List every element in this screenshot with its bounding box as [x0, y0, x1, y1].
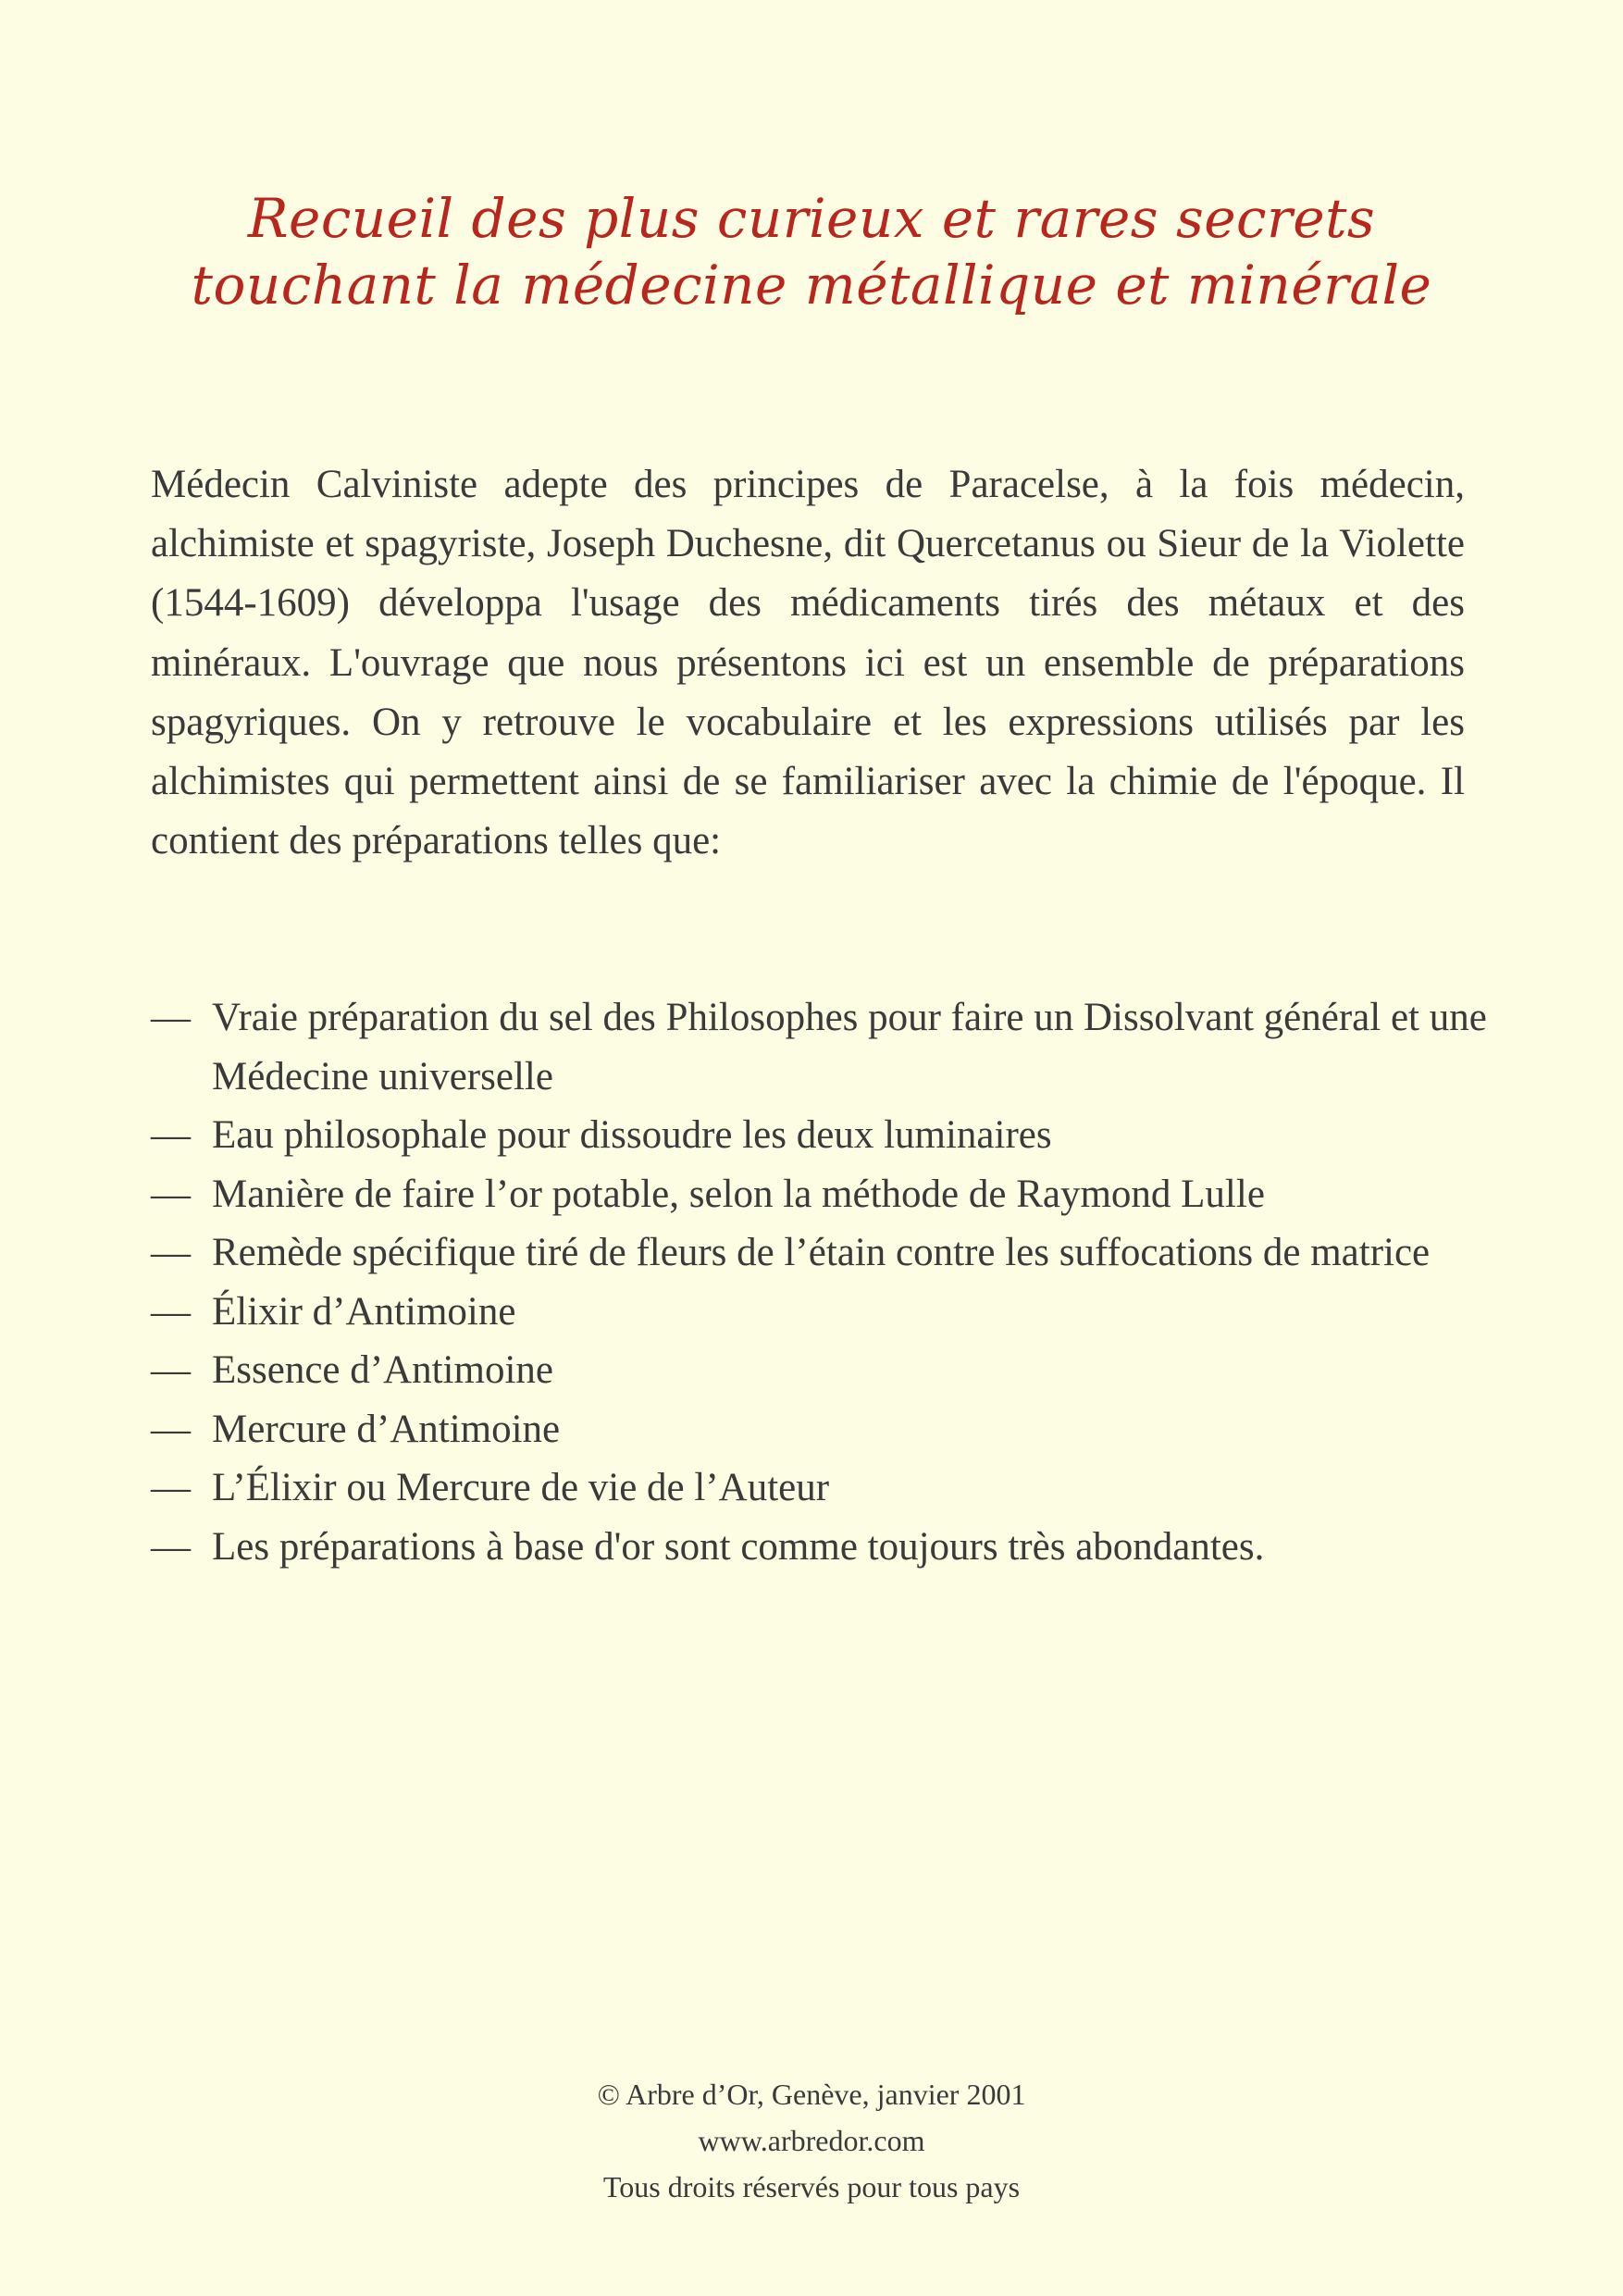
intro-paragraph: Médecin Calviniste adepte des principes de Paracelse, à la fois médecin, alchimiste et spagyriste, Joseph Duchesne, dit Quercetanus ou Sieur de la Violette (1544-1609) développa l'usage des médicaments tirés des métaux et des minéraux. L'ouvrage que nous présentons ici est un ensemble de préparations spagyriques. On y retrouve le vocabulaire et les expressions utilisés par les alchimistes qui permettent ainsi de se familiariser avec la chimie de l'époque. Il contient des préparations telles que: [151, 463, 1465, 863]
list-dash: — [151, 1348, 191, 1392]
colophon [0, 2071, 1623, 2210]
list-item-text: Vraie préparation du sel des Philosophes pour faire un Dissolvant général et une Médecine universelle [212, 996, 1487, 1098]
list-item-text: Élixir d’Antimoine [212, 1289, 516, 1334]
list-dash: — [151, 1524, 191, 1569]
page-title [139, 185, 1484, 318]
list-item-text: Les préparations à base d'or sont comme toujours très abondantes. [212, 1524, 1265, 1569]
list-dash: — [151, 996, 191, 1039]
list-dash: — [151, 1172, 191, 1216]
list-item [151, 1223, 1502, 1283]
title-line-2: touchant la médecine métallique et minérale [191, 254, 1432, 316]
list-dash: — [151, 1289, 191, 1334]
list-dash: — [151, 1407, 191, 1451]
list-item-text: Eau philosophale pour dissoudre les deux luminaires [212, 1113, 1052, 1157]
list-item [151, 1165, 1502, 1224]
list-dash: — [151, 1113, 191, 1157]
list-item [151, 1283, 1502, 1342]
title-line-1: Recueil des plus curieux et rares secrets [247, 187, 1376, 250]
list-item-text: Manière de faire l’or potable, selon la méthode de Raymond Lulle [212, 1172, 1265, 1216]
list-item [151, 1518, 1502, 1577]
list-item [151, 1341, 1502, 1400]
list-item [151, 1458, 1502, 1518]
list-item-text: Essence d’Antimoine [212, 1348, 553, 1392]
list-item [151, 1106, 1502, 1165]
list-dash: — [151, 1231, 191, 1274]
list-dash: — [151, 1466, 191, 1509]
website-link[interactable]: www.arbredor.com [698, 2124, 925, 2157]
list-item-text: Remède spécifique tiré de fleurs de l’étain contre les suffocations de matrice [212, 1231, 1431, 1274]
list-item-text: Mercure d’Antimoine [212, 1407, 561, 1451]
rights-line: Tous droits réservés pour tous pays [602, 2170, 1021, 2203]
list-item-text: L’Élixir ou Mercure de vie de l’Auteur [212, 1466, 830, 1509]
list-item [151, 988, 1502, 1106]
list-item [151, 1400, 1502, 1459]
preparations-list [151, 988, 1502, 1576]
copyright-line: © Arbre d’Or, Genève, janvier 2001 [597, 2078, 1026, 2111]
